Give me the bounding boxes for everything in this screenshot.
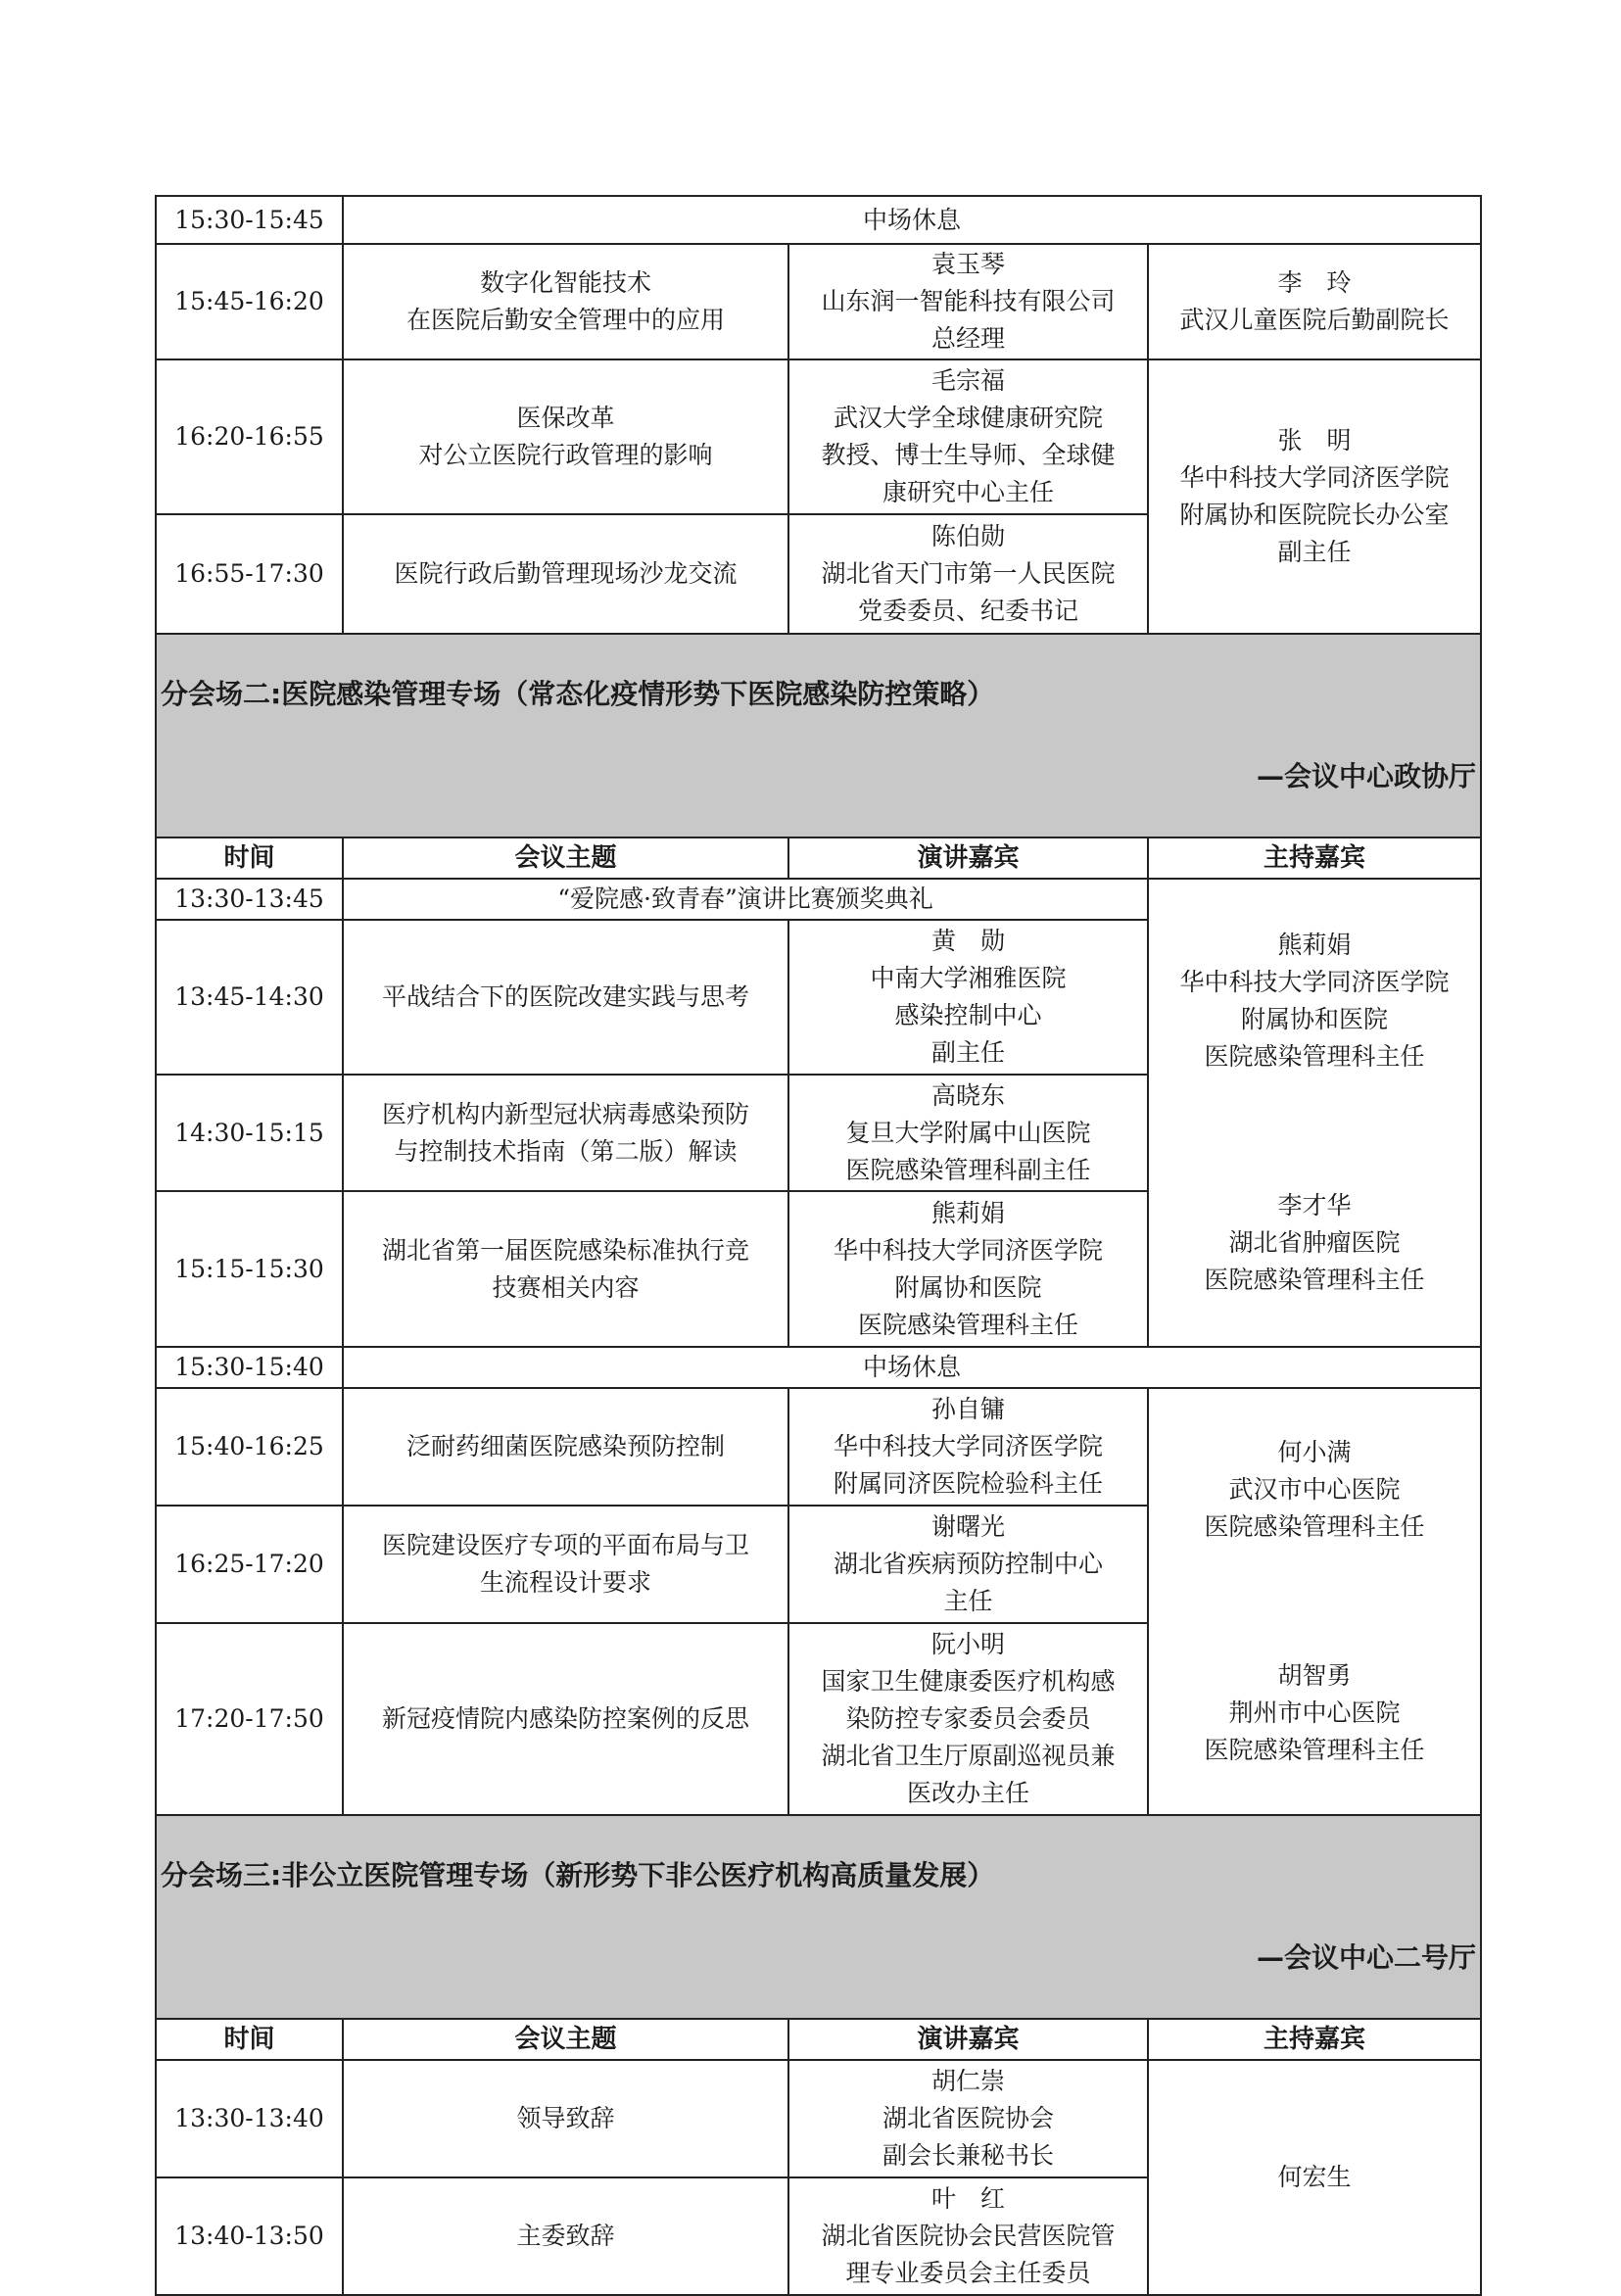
- speaker-cell: 胡仁崇 湖北省医院协会 副会长兼秘书长: [788, 2060, 1148, 2177]
- column-header-row: [156, 2019, 1481, 2060]
- speaker-cell: 孙自镛 华中科技大学同济医学院 附属同济医院检验科主任: [788, 1388, 1148, 1506]
- speaker-cell: 叶 红 湖北省医院协会民营医院管 理专业委员会主任委员: [788, 2177, 1148, 2295]
- section-header-cell: [156, 634, 1481, 837]
- speaker-cell: 谢曙光 湖北省疾病预防控制中心 主任: [788, 1506, 1148, 1623]
- time-cell: 15:30-15:45: [156, 196, 343, 244]
- table-row: [156, 196, 1481, 244]
- table-row: [156, 1347, 1481, 1388]
- table-row: [156, 879, 1481, 920]
- topic-cell: 医院建设医疗专项的平面布局与卫 生流程设计要求: [343, 1506, 788, 1623]
- topic-cell: 平战结合下的医院改建实践与思考: [343, 920, 788, 1075]
- column-header-host: 主持嘉宾: [1148, 2019, 1481, 2060]
- break-cell: 中场休息: [343, 1347, 1481, 1388]
- speaker-cell: 熊莉娟 华中科技大学同济医学院 附属协和医院 医院感染管理科主任: [788, 1191, 1148, 1347]
- section-header: [156, 634, 1481, 837]
- speaker-cell: 阮小明 国家卫生健康委医疗机构感 染防控专家委员会委员 湖北省卫生厅原副巡视员兼 医改办主任: [788, 1623, 1148, 1815]
- topic-cell: 医疗机构内新型冠状病毒感染预防 与控制技术指南（第二版）解读: [343, 1075, 788, 1191]
- time-cell: 15:40-16:25: [156, 1388, 343, 1506]
- section-venue: —会议中心政协厅: [1257, 760, 1477, 792]
- column-header-topic: 会议主题: [343, 2019, 788, 2060]
- column-header-speaker: 演讲嘉宾: [788, 837, 1148, 879]
- table-row: [156, 359, 1481, 514]
- host-cell: 何宏生: [1148, 2060, 1481, 2295]
- column-header-time: 时间: [156, 837, 343, 879]
- host-spacer: [1155, 1113, 1474, 1150]
- section-header: [156, 1815, 1481, 2019]
- topic-cell: 湖北省第一届医院感染标准执行竞 技赛相关内容: [343, 1191, 788, 1347]
- topic-cell: 新冠疫情院内感染防控案例的反思: [343, 1623, 788, 1815]
- host-cell: [1148, 879, 1481, 1347]
- time-cell: 15:30-15:40: [156, 1347, 343, 1388]
- time-cell: 13:45-14:30: [156, 920, 343, 1075]
- column-header-row: [156, 837, 1481, 879]
- time-cell: 14:30-15:15: [156, 1075, 343, 1191]
- speaker-cell: 陈伯勋 湖北省天门市第一人民医院 党委委员、纪委书记: [788, 514, 1148, 634]
- break-cell: 中场休息: [343, 196, 1481, 244]
- topic-cell: 医院行政后勤管理现场沙龙交流: [343, 514, 788, 634]
- time-cell: 16:20-16:55: [156, 359, 343, 514]
- host-cell: 李 玲 武汉儿童医院后勤副院长: [1148, 244, 1481, 359]
- topic-cell: 数字化智能技术 在医院后勤安全管理中的应用: [343, 244, 788, 359]
- speaker-cell: 黄 勋 中南大学湘雅医院 感染控制中心 副主任: [788, 920, 1148, 1075]
- host-name-block: 熊莉娟 华中科技大学同济医学院 附属协和医院 医院感染管理科主任: [1179, 931, 1450, 1071]
- host-name-block: 何小满 武汉市中心医院 医院感染管理科主任: [1204, 1438, 1425, 1541]
- speaker-cell: 袁玉琴 山东润一智能科技有限公司 总经理: [788, 244, 1148, 359]
- time-cell: 13:40-13:50: [156, 2177, 343, 2295]
- table-row: [156, 244, 1481, 359]
- time-cell: 15:45-16:20: [156, 244, 343, 359]
- topic-cell: 主委致辞: [343, 2177, 788, 2295]
- topic-cell: 泛耐药细菌医院感染预防控制: [343, 1388, 788, 1506]
- host-name-block: 李才华 湖北省肿瘤医院 医院感染管理科主任: [1204, 1191, 1425, 1294]
- host-spacer: [1155, 1583, 1474, 1620]
- column-header-time: 时间: [156, 2019, 343, 2060]
- time-cell: 13:30-13:40: [156, 2060, 343, 2177]
- time-cell: 16:25-17:20: [156, 1506, 343, 1623]
- column-header-topic: 会议主题: [343, 837, 788, 879]
- section-header-cell: [156, 1815, 1481, 2019]
- time-cell: 16:55-17:30: [156, 514, 343, 634]
- speaker-cell: 毛宗福 武汉大学全球健康研究院 教授、博士生导师、全球健 康研究中心主任: [788, 359, 1148, 514]
- speaker-cell: 高晓东 复旦大学附属中山医院 医院感染管理科副主任: [788, 1075, 1148, 1191]
- host-name-block: 胡智勇 荆州市中心医院 医院感染管理科主任: [1204, 1661, 1425, 1764]
- event-cell: “爱院感·致青春”演讲比赛颁奖典礼: [343, 879, 1148, 920]
- column-header-host: 主持嘉宾: [1148, 837, 1481, 879]
- table-row: [156, 1388, 1481, 1506]
- section-venue: —会议中心二号厅: [1257, 1941, 1477, 1974]
- topic-cell: 医保改革 对公立医院行政管理的影响: [343, 359, 788, 514]
- time-cell: 13:30-13:45: [156, 879, 343, 920]
- section-title: 分会场二:医院感染管理专场（常态化疫情形势下医院感染防控策略）: [161, 678, 995, 710]
- host-cell: [1148, 1388, 1481, 1815]
- column-header-speaker: 演讲嘉宾: [788, 2019, 1148, 2060]
- schedule-table: [155, 195, 1482, 2296]
- time-cell: 17:20-17:50: [156, 1623, 343, 1815]
- table-row: [156, 2060, 1481, 2177]
- host-cell: 张 明 华中科技大学同济医学院 附属协和医院院长办公室 副主任: [1148, 359, 1481, 634]
- time-cell: 15:15-15:30: [156, 1191, 343, 1347]
- section-title: 分会场三:非公立医院管理专场（新形势下非公医疗机构高质量发展）: [161, 1859, 995, 1891]
- topic-cell: 领导致辞: [343, 2060, 788, 2177]
